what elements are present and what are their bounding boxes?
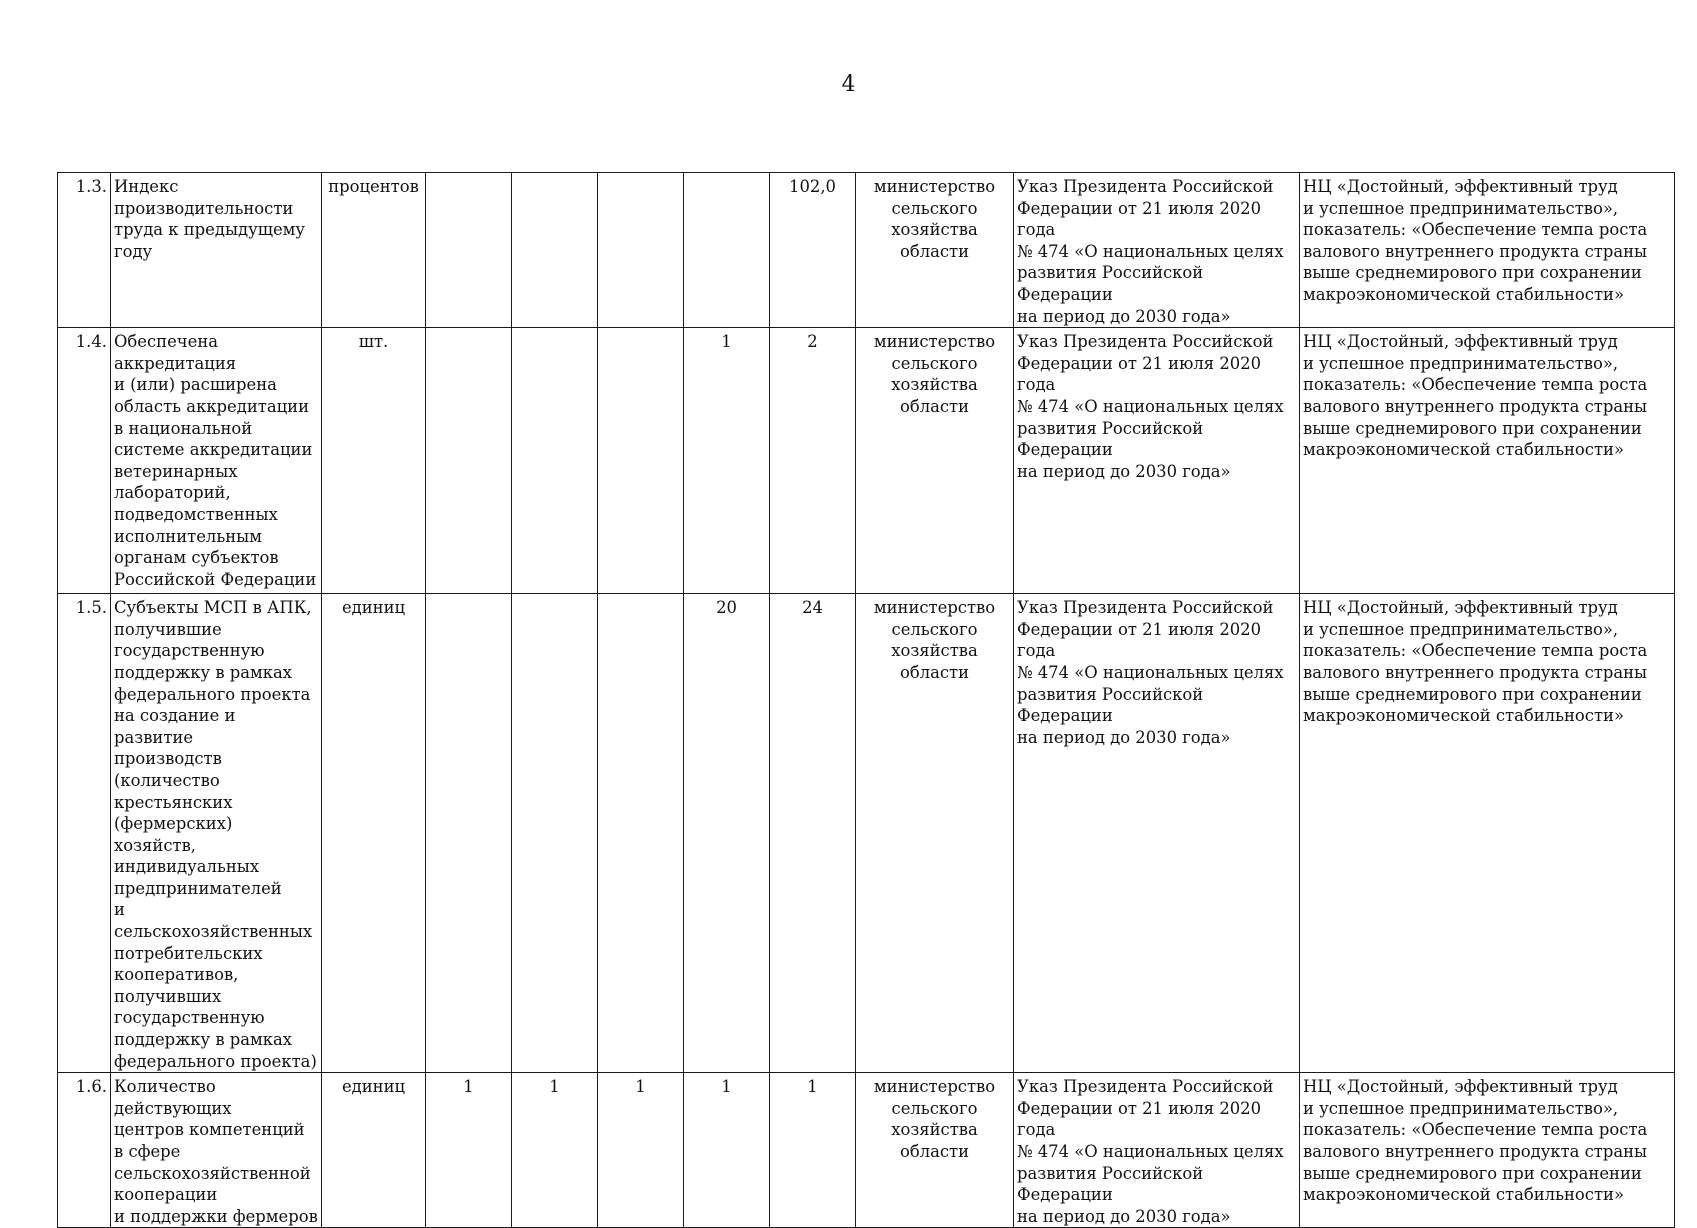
row-number-cell: 1.4. bbox=[58, 328, 111, 594]
value-cell-2 bbox=[512, 594, 598, 1073]
value-cell-1 bbox=[426, 328, 512, 594]
responsible-cell: министерство сельского хозяйства области bbox=[856, 173, 1014, 328]
indicator-name-cell: Количество действующих центров компетенций в сфере сельскохозяйственной кооперации и поддержки фермеров bbox=[111, 1073, 322, 1228]
value-cell-3: 1 bbox=[598, 1073, 684, 1228]
value-cell-5: 1 bbox=[770, 1073, 856, 1228]
national-goal-cell: НЦ «Достойный, эффективный труд и успешное предпринимательство», показатель: «Обеспечение темпа роста валового внутреннего продукта страны выше среднемирового при сохранении макроэкономической стабильности» bbox=[1300, 173, 1675, 328]
value-cell-4: 1 bbox=[684, 1073, 770, 1228]
value-cell-4: 1 bbox=[684, 328, 770, 594]
national-goal-cell: НЦ «Достойный, эффективный труд и успешное предпринимательство», показатель: «Обеспечение темпа роста валового внутреннего продукта страны выше среднемирового при сохранении макроэкономической стабильности» bbox=[1300, 594, 1675, 1073]
national-goal-cell: НЦ «Достойный, эффективный труд и успешное предпринимательство», показатель: «Обеспечение темпа роста валового внутреннего продукта страны выше среднемирового при сохранении макроэкономической стабильности» bbox=[1300, 1073, 1675, 1228]
national-goal-cell: НЦ «Достойный, эффективный труд и успешное предпринимательство», показатель: «Обеспечение темпа роста валового внутреннего продукта страны выше среднемирового при сохранении макроэкономической стабильности» bbox=[1300, 328, 1675, 594]
table-row bbox=[58, 1073, 1675, 1228]
value-cell-4 bbox=[684, 173, 770, 328]
unit-cell: единиц bbox=[322, 1073, 426, 1228]
page-number: 4 bbox=[841, 72, 856, 97]
document-cell: Указ Президента Российской Федерации от 21 июля 2020 года № 474 «О национальных целях развития Российской Федерации на период до 2030 года» bbox=[1014, 1073, 1300, 1228]
indicators-table bbox=[57, 172, 1675, 1228]
value-cell-4: 20 bbox=[684, 594, 770, 1073]
value-cell-5: 24 bbox=[770, 594, 856, 1073]
document-cell: Указ Президента Российской Федерации от 21 июля 2020 года № 474 «О национальных целях развития Российской Федерации на период до 2030 года» bbox=[1014, 173, 1300, 328]
unit-cell: шт. bbox=[322, 328, 426, 594]
indicator-name-cell: Индекс производительности труда к предыдущему году bbox=[111, 173, 322, 328]
document-cell: Указ Президента Российской Федерации от 21 июля 2020 года № 474 «О национальных целях развития Российской Федерации на период до 2030 года» bbox=[1014, 328, 1300, 594]
value-cell-1: 1 bbox=[426, 1073, 512, 1228]
value-cell-2: 1 bbox=[512, 1073, 598, 1228]
responsible-cell: министерство сельского хозяйства области bbox=[856, 1073, 1014, 1228]
table-row bbox=[58, 594, 1675, 1073]
document-cell: Указ Президента Российской Федерации от 21 июля 2020 года № 474 «О национальных целях развития Российской Федерации на период до 2030 года» bbox=[1014, 594, 1300, 1073]
unit-cell: единиц bbox=[322, 594, 426, 1073]
indicator-name-cell: Обеспечена аккредитация и (или) расширена область аккредитации в национальной системе аккредитации ветеринарных лабораторий, подведомственных исполнительным органам субъектов Российской Федерации bbox=[111, 328, 322, 594]
responsible-cell: министерство сельского хозяйства области bbox=[856, 328, 1014, 594]
value-cell-2 bbox=[512, 173, 598, 328]
value-cell-1 bbox=[426, 594, 512, 1073]
value-cell-2 bbox=[512, 328, 598, 594]
value-cell-5: 2 bbox=[770, 328, 856, 594]
value-cell-5: 102,0 bbox=[770, 173, 856, 328]
row-number-cell: 1.3. bbox=[58, 173, 111, 328]
value-cell-3 bbox=[598, 173, 684, 328]
row-number-cell: 1.6. bbox=[58, 1073, 111, 1228]
value-cell-3 bbox=[598, 328, 684, 594]
value-cell-3 bbox=[598, 594, 684, 1073]
indicator-name-cell: Субъекты МСП в АПК, получившие государственную поддержку в рамках федерального проекта на создание и развитие производств (количество крестьянских (фермерских) хозяйств, индивидуальных предпринимателей и сельскохозяйственных потребительских кооперативов, получивших государственную поддержку в рамках федерального проекта) bbox=[111, 594, 322, 1073]
responsible-cell: министерство сельского хозяйства области bbox=[856, 594, 1014, 1073]
table-row bbox=[58, 328, 1675, 594]
table-row bbox=[58, 173, 1675, 328]
unit-cell: процентов bbox=[322, 173, 426, 328]
value-cell-1 bbox=[426, 173, 512, 328]
row-number-cell: 1.5. bbox=[58, 594, 111, 1073]
